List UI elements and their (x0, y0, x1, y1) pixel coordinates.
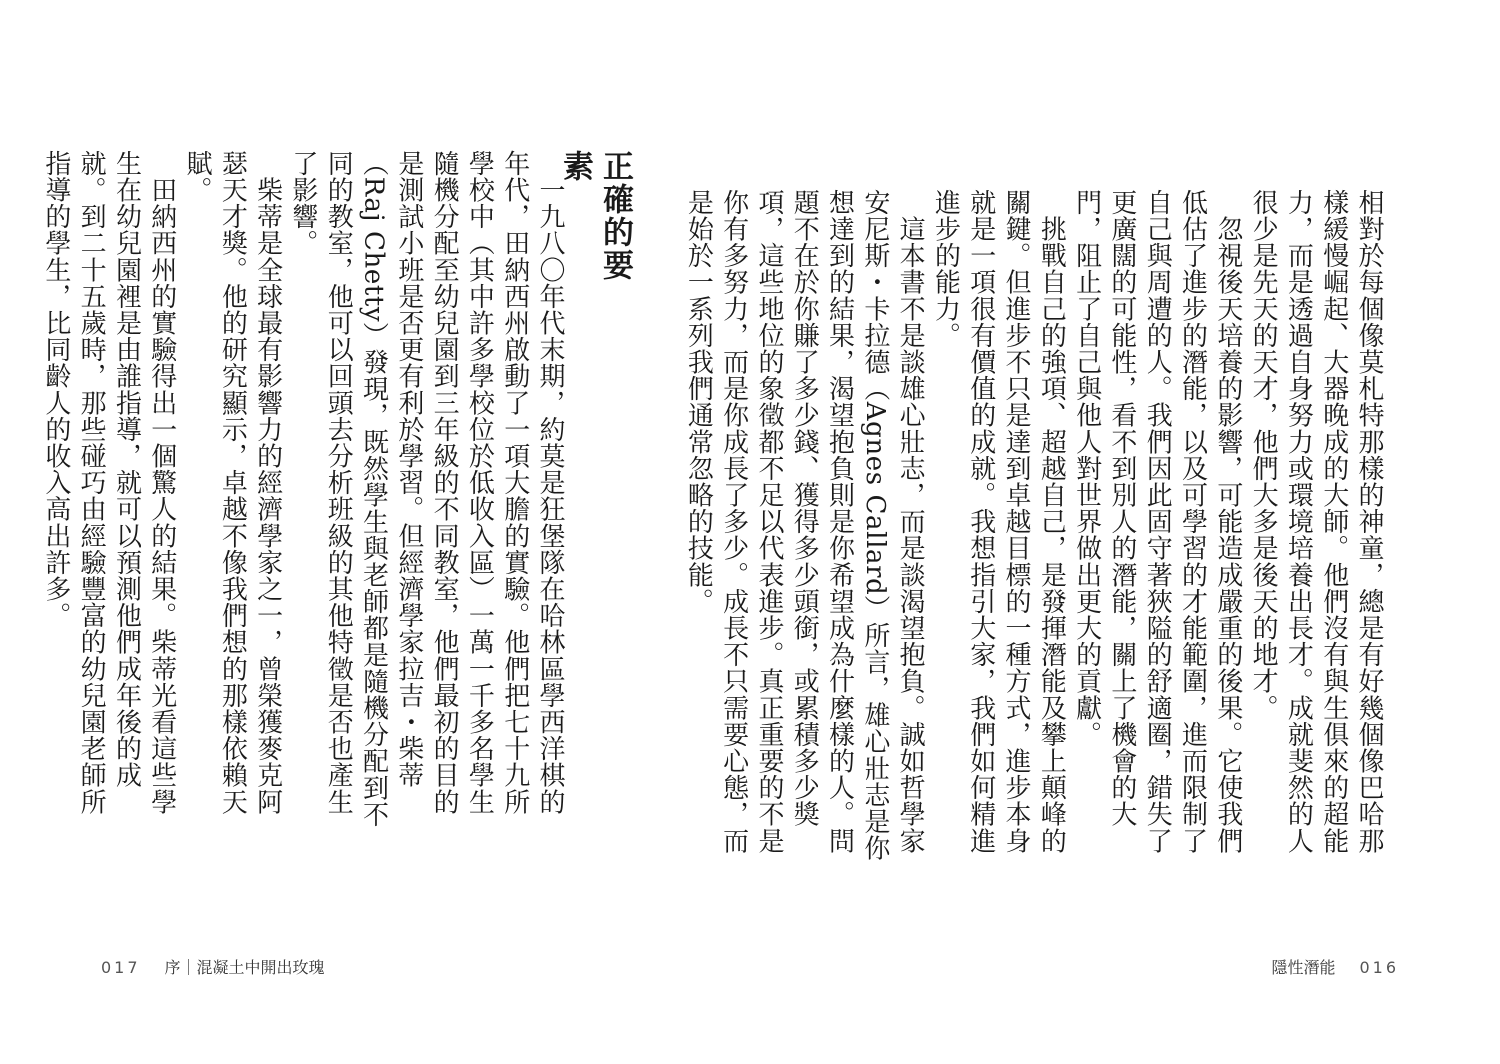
right-page (683, 0, 1500, 1064)
left-running-title: 序｜混凝土中開出玫瑰 (164, 958, 325, 977)
left-page-body-text: 一九八〇年代末期，約莫是狂堡隊在哈林區學西洋棋的年代，田納西州啟動了一項大膽的實驗。他們把七十九所學校中（其中許多學校位於低收入區）一萬一千多名學生隨機分配至幼兒園到三年級的不同教室，他們最初的目的是測試小班是否更有利於學習。但經濟學家拉吉・柴蒂（Raj Chetty）發現，既然學生與老師都是隨機分配到不同的教室，他可以回頭去分析班級的其他特徵是否也產生了影響。 柴蒂是全球最有影響力的經濟學家之一，曾榮獲麥克阿瑟天才獎。他的研究顯示，卓越不像我們想的那樣依賴天賦。 田納西州的實驗得出一個驚人的結果。柴蒂光看這些學生在幼兒園裡是由誰指導，就可以預測他們成年後的成就。到二十五歲時，那些碰巧由經驗豐富的幼兒園老師所指導的學生，比同齡人的收入高出許多。 (40, 150, 565, 828)
section-heading: 正確的要素 (557, 150, 633, 282)
left-page-footer (101, 955, 325, 978)
left-page-number: 017 (101, 958, 141, 977)
right-running-title: 隱性潛能 (1271, 958, 1336, 977)
right-page-body-text: 相對於每個像莫札特那樣的神童，總是有好幾個像巴哈那樣緩慢崛起、大器晚成的大師。他們沒有與生俱來的超能力，而是透過自身努力或環境培養出長才。成就斐然的人很少是先天的天才，他們大多是後天的地才。 忽視後天培養的影響，可能造成嚴重的後果。它使我們低估了進步的潛能，以及可學習的才能範圍，進而限制了自己與周遭的人。我們因此固守著狹隘的舒適圈，錯失了更廣闊的可能性，看不到別人的潛能，關上了機會的大門，阻止了自己與他人對世界做出更大的貢獻。 挑戰自己的強項、超越自己，是發揮潛能及攀上顛峰的關鍵。但進步不只是達到卓越目標的一種方式，進步本身就是一項很有價值的成就。我想指引大家，我們如何精進進步的能力。 這本書不是談雄心壯志，而是談渴望抱負。誠如哲學家安尼斯・卡拉德（Agnes Callard）所言，雄心壯志是你想達到的結果，渴望抱負則是你希望成為什麼樣的人。問題不在於你賺了多少錢、獲得多少頭銜，或累積多少獎項，這些地位的象徵都不足以代表進步。真正重要的不是你有多努力，而是你成長了多少。成長不只需要心態，而是始於一系列我們通常忽略的技能。 (683, 189, 1384, 862)
right-page-number: 016 (1359, 958, 1399, 977)
right-page-footer (1271, 955, 1399, 978)
